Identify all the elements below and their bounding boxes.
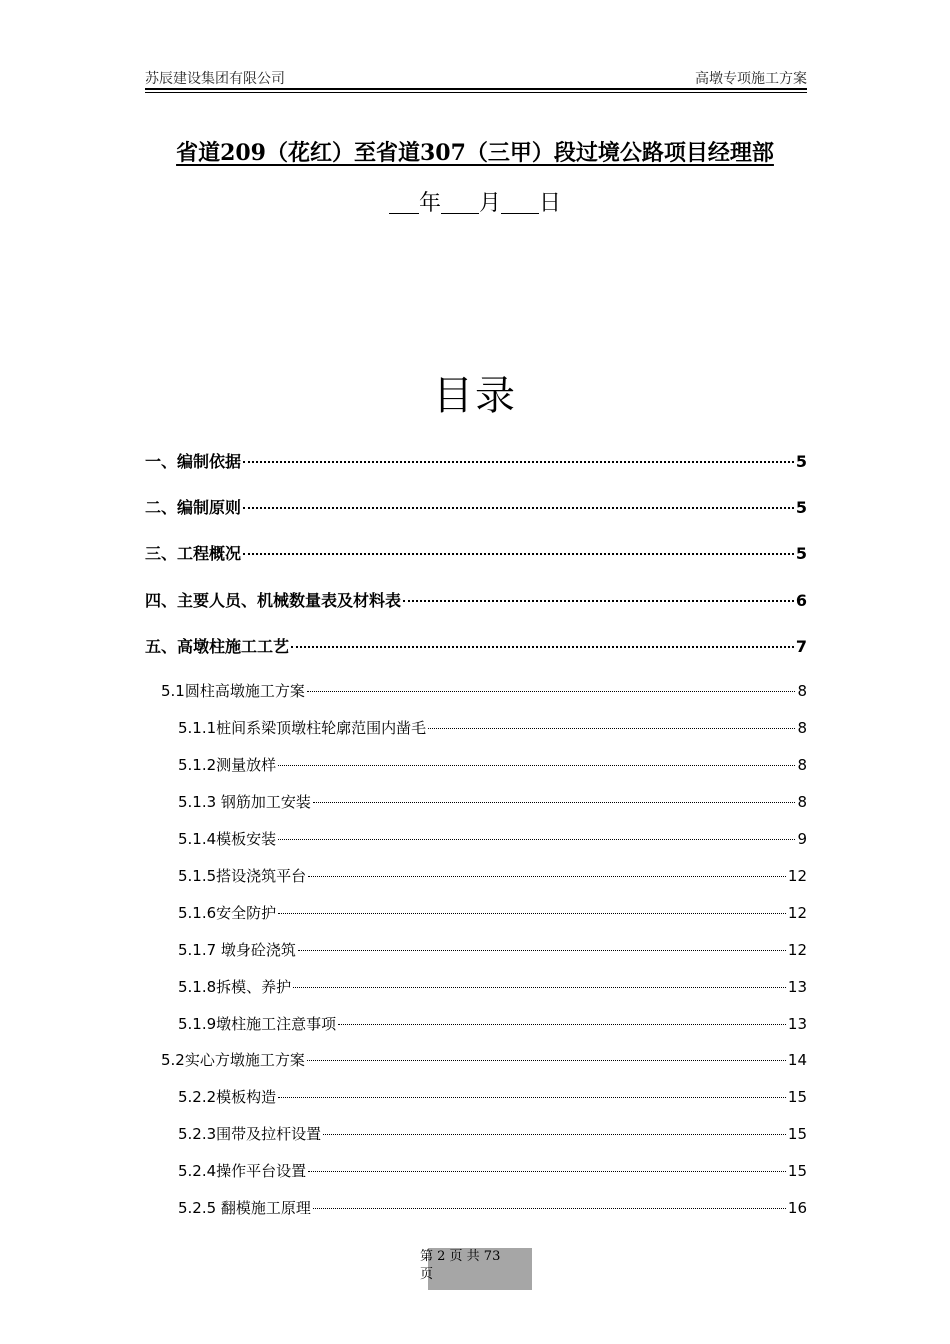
toc-entry-page: 7 [795,637,807,656]
page-number [420,1248,530,1284]
toc-entry[interactable] [145,541,807,563]
month-blank [441,191,479,214]
toc-entry[interactable] [145,588,807,610]
toc-entry[interactable] [178,828,807,850]
toc-entry-page: 9 [797,830,807,848]
toc-entry-label: 5.2.2模板构造 [178,1088,277,1106]
toc-entry-page: 8 [797,719,807,737]
toc-leader-dots [338,1024,786,1025]
toc-leader-dots [313,802,796,803]
toc-entry-label: 5.1.6安全防护 [178,904,277,922]
toc-leader-dots [308,876,786,877]
toc-leader-dots [278,1097,786,1098]
organization-line: 省道209（花红）至省道307（三甲）段过境公路项目经理部 [176,140,774,166]
toc-leader-dots [243,507,794,509]
toc-entry-label: 5.1.3 钢筋加工安装 [178,793,311,811]
toc-leader-dots [293,987,786,988]
toc-entry-page: 5 [795,544,807,563]
toc-leader-dots [243,553,794,555]
toc-entry-page: 12 [787,904,807,922]
date-line [0,186,950,217]
toc-entry-label: 5.2.5 翻模施工原理 [178,1199,311,1217]
page-number-line1: 第 2 页 共 73 [420,1249,501,1264]
toc-entry[interactable] [178,902,807,924]
toc-leader-dots [243,461,794,463]
toc-entry-page: 6 [795,591,807,610]
toc-entry-label: 5.1.5搭设浇筑平台 [178,867,307,885]
toc-entry-label: 5.1.1桩间系梁顶墩柱轮廓范围内凿毛 [178,719,427,737]
toc-entry-page: 5 [795,452,807,471]
toc-entry-page: 12 [787,941,807,959]
toc-entry-page: 13 [787,978,807,996]
year-blank [389,191,419,214]
toc-entry-page: 5 [795,498,807,517]
toc-entry[interactable] [178,1197,807,1219]
toc-entry-label: 5.1.9墩柱施工注意事项 [178,1015,337,1033]
header-rule-thin [145,92,807,93]
toc-leader-dots [403,600,794,602]
header-rule [145,88,807,90]
page-number-line2: 页 [420,1267,434,1282]
toc-entry-page: 8 [797,682,807,700]
header-company: 苏辰建设集团有限公司 [145,71,285,87]
page-header [145,66,807,90]
toc-leader-dots [291,646,794,648]
day-label: 日 [539,191,562,216]
toc-entry-page: 8 [797,756,807,774]
toc-entry-label: 五、高墩柱施工工艺 [145,637,290,656]
toc-entry-page: 12 [787,867,807,885]
year-label: 年 [418,191,441,216]
toc-entry[interactable] [178,939,807,961]
toc-entry[interactable] [178,1086,807,1108]
toc-entry[interactable] [178,791,807,813]
toc-leader-dots [307,1060,786,1061]
toc-entry[interactable] [178,754,807,776]
toc-entry[interactable] [145,449,807,471]
header-doc-title: 高墩专项施工方案 [695,71,807,87]
toc-leader-dots [323,1134,786,1135]
day-blank [501,191,539,214]
toc-entry-page: 8 [797,793,807,811]
toc-entry-page: 15 [787,1125,807,1143]
toc-leader-dots [428,728,795,729]
toc-entry[interactable] [178,1160,807,1182]
toc-entry[interactable] [161,680,807,702]
toc-entry[interactable] [178,1123,807,1145]
toc-entry[interactable] [145,495,807,517]
toc-leader-dots [308,1171,786,1172]
toc-entry-label: 一、编制依据 [145,452,242,471]
toc-entry-page: 14 [787,1051,807,1069]
toc-entry-label: 5.2.3围带及拉杆设置 [178,1125,322,1143]
toc-entry[interactable] [145,634,807,656]
toc-entry-label: 三、工程概况 [145,544,242,563]
toc-entry-label: 二、编制原则 [145,498,242,517]
month-label: 月 [478,191,501,216]
toc-entry-page: 15 [787,1162,807,1180]
toc-entry-label: 5.2实心方墩施工方案 [161,1051,305,1069]
toc-leader-dots [298,950,786,951]
toc-entry[interactable] [178,717,807,739]
toc-entry-page: 15 [787,1088,807,1106]
toc-entry[interactable] [161,1049,807,1071]
toc-entry[interactable] [178,976,807,998]
toc-entry[interactable] [178,1013,807,1035]
toc-leader-dots [307,691,796,692]
toc-leader-dots [278,765,795,766]
toc-entry-label: 5.1.2测量放样 [178,756,277,774]
toc-leader-dots [313,1208,786,1209]
toc-entry-label: 5.1圆柱高墩施工方案 [161,682,305,700]
toc-leader-dots [278,839,795,840]
toc-entry-label: 5.1.7 墩身砼浇筑 [178,941,296,959]
toc-leader-dots [278,913,786,914]
toc-entry[interactable] [178,865,807,887]
toc-entry-label: 四、主要人员、机械数量表及材料表 [145,591,402,610]
toc-entry-page: 13 [787,1015,807,1033]
toc-entry-label: 5.1.4模板安装 [178,830,277,848]
toc-title: 目录 [433,373,517,419]
toc-entry-label: 5.2.4操作平台设置 [178,1162,307,1180]
toc-entry-page: 16 [787,1199,807,1217]
toc-entry-label: 5.1.8拆模、养护 [178,978,292,996]
